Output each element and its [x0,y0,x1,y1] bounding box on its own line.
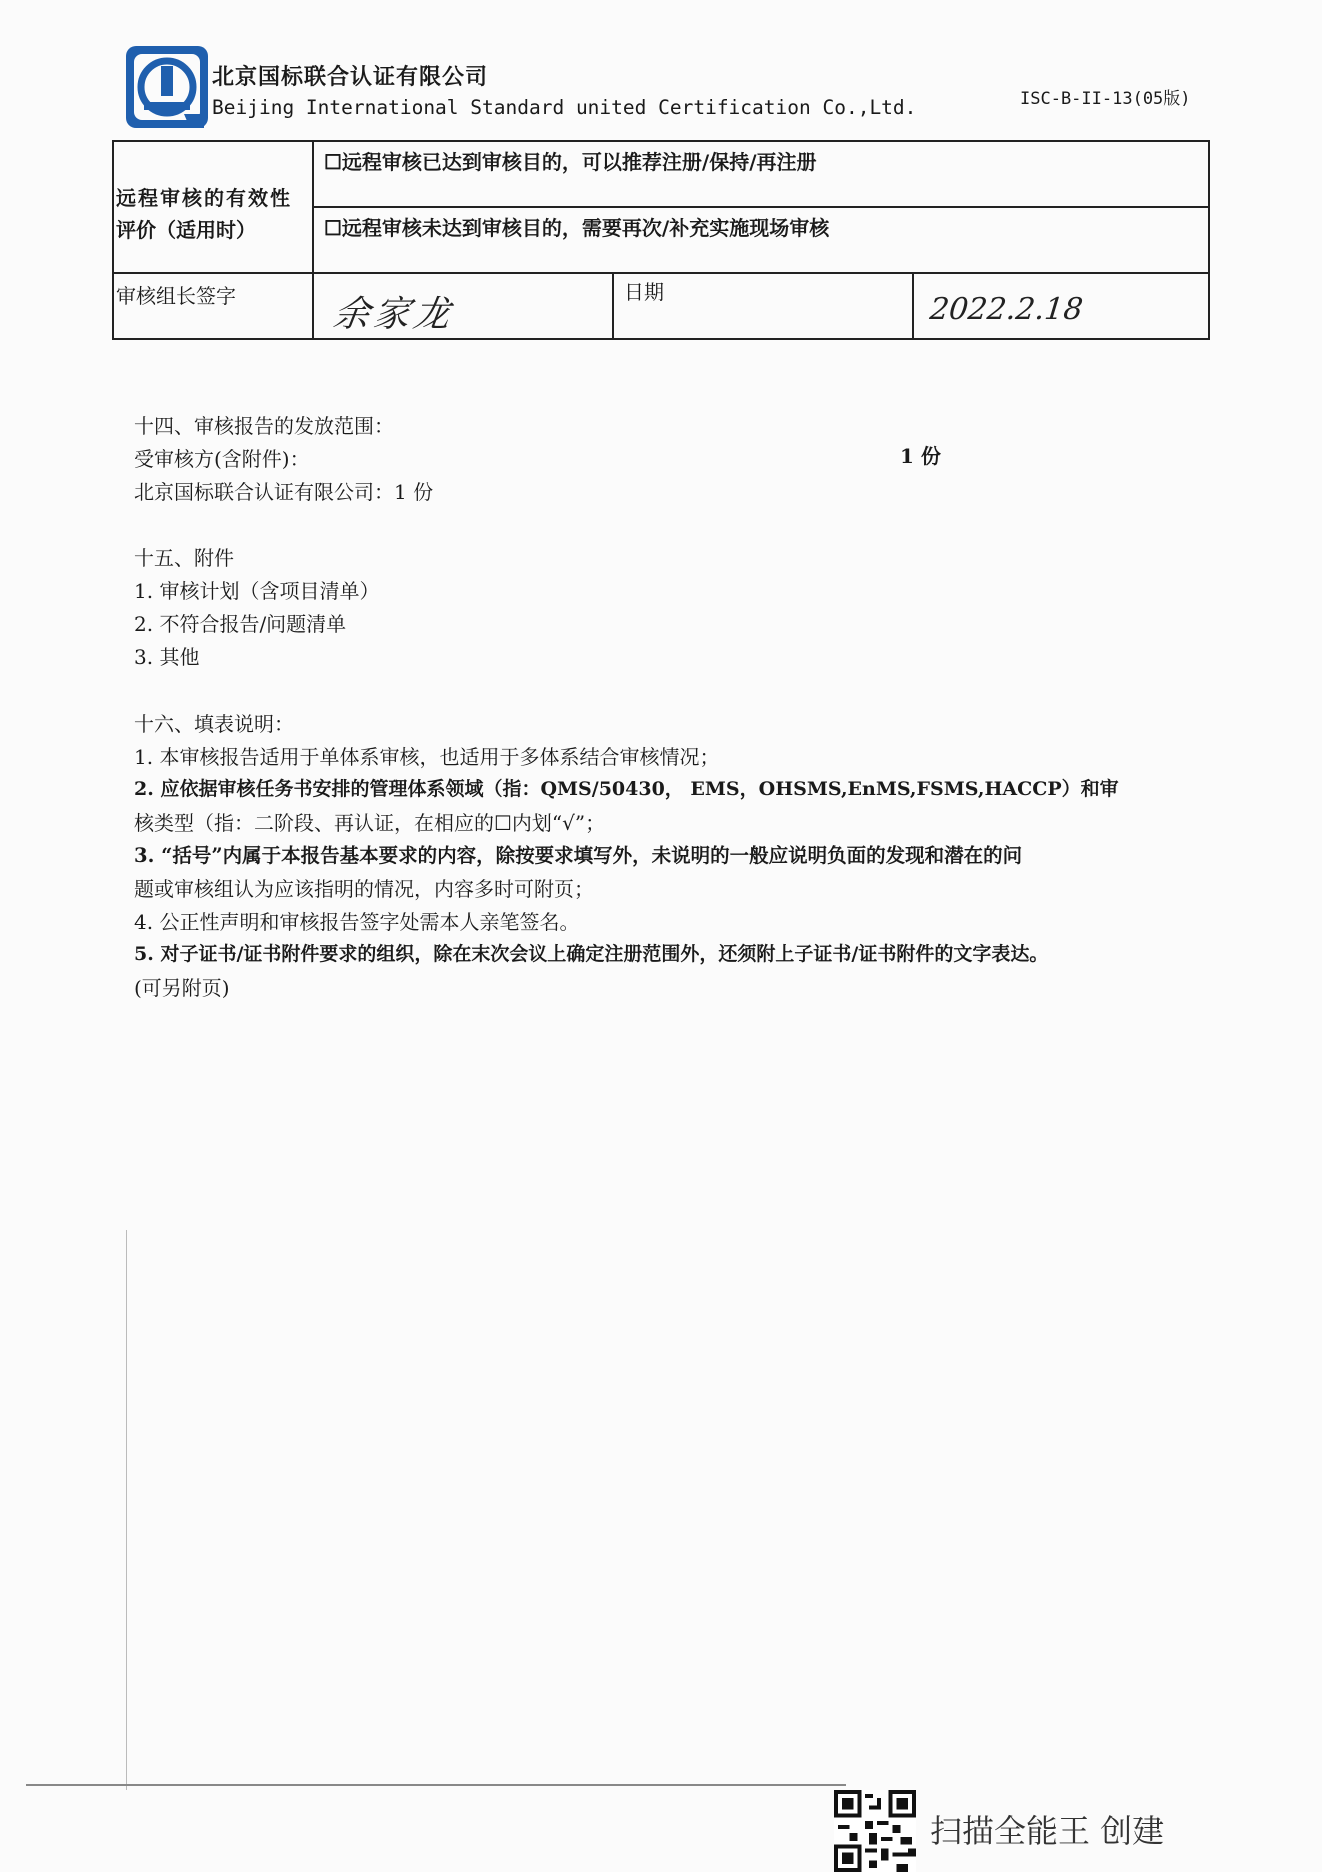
company-logo [124,44,210,130]
section-16-title: 十六、填表说明： [134,712,294,736]
recipient-auditee-copies: 1 份 [900,444,941,468]
attachment-item: 1. 审核计划（含项目清单） [134,579,380,603]
section-15-title: 十五、附件 [134,546,234,570]
document-code: ISC-B-II-13(05版) [1020,89,1191,109]
instruction-line: 3. “括号”内属于本报告基本要求的内容，除按要求填写外，未说明的一般应说明负面的发现和潜在的问 [134,844,1023,867]
instruction-line: 核类型（指：二阶段、再认证，在相应的☐内划“√”； [134,811,606,835]
company-name-en: Beijing International Standard united Certification Co.,Ltd. [212,96,917,119]
recipient-auditee-label: 受审核方(含附件)： [134,447,310,471]
footer-divider [26,1784,846,1786]
instruction-line: (可另附页) [134,976,230,1000]
instruction-line: 5. 对子证书/证书附件要求的组织，除在末次会议上确定注册范围外，还须附上子证书/证书附件的文字表达。 [134,943,1049,965]
date-label: 日期 [624,280,664,304]
row-label-line1: 远程审核的有效性 [116,186,292,210]
date-handwriting: 2022.2.18 [928,292,1085,327]
instruction-line: 2. 应依据审核任务书安排的管理体系领域（指：QMS/50430， EMS，OHSMS,EnMS,FSMS,HACCP）和审 [134,778,1119,800]
signature-handwriting: 余家龙 [330,294,457,335]
instruction-line: 题或审核组认为应该指明的情况，内容多时可附页； [134,877,594,901]
scan-margin-line [126,1230,127,1790]
company-name-cn: 北京国标联合认证有限公司 [212,64,489,90]
attachment-item: 2. 不符合报告/问题清单 [134,612,347,636]
qr-code-icon [834,1790,916,1872]
instruction-line: 1. 本审核报告适用于单体系审核，也适用于多体系结合审核情况； [134,745,720,769]
option-remote-audit-not-achieved[interactable]: ☐远程审核未达到审核目的，需要再次/补充实施现场审核 [324,216,830,240]
signature-label: 审核组长签字 [116,284,236,308]
instruction-line: 4. 公正性声明和审核报告签字处需本人亲笔签名。 [134,910,580,934]
option-remote-audit-achieved[interactable]: ☐远程审核已达到审核目的，可以推荐注册/保持/再注册 [324,150,817,174]
recipient-company: 北京国标联合认证有限公司：1 份 [134,480,434,504]
row-label-line2: 评价（适用时） [116,218,256,242]
evaluation-table [112,140,1210,340]
section-14-title: 十四、审核报告的发放范围： [134,414,394,438]
attachment-item: 3. 其他 [134,645,200,669]
scanner-app-label: 扫描全能王 创建 [930,1812,1165,1850]
